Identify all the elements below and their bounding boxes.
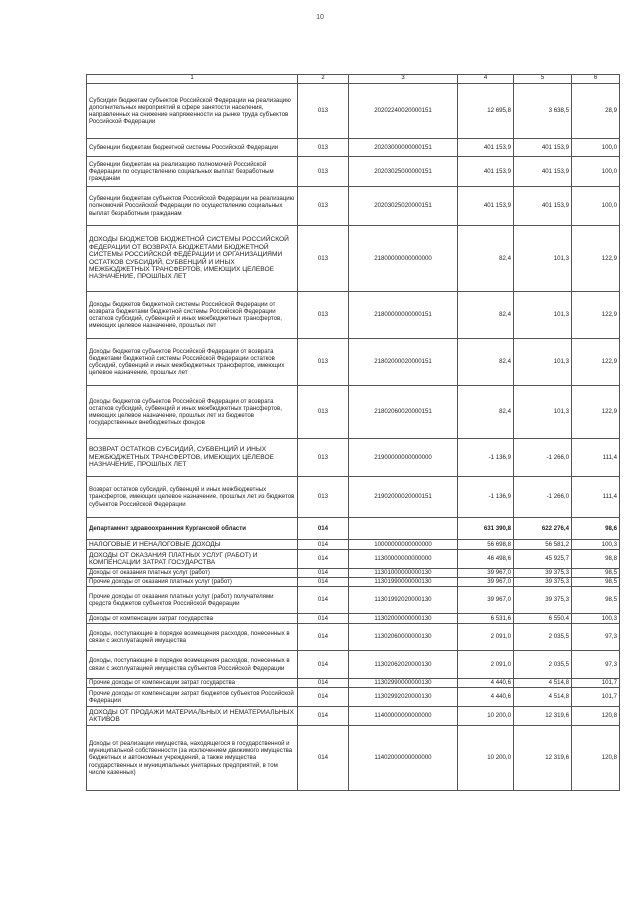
fact-amount-cell: 401 153,9 [514, 157, 572, 187]
budget-code-cell: 11301000000000130 [349, 569, 458, 578]
budget-code-cell: 11300000000000000 [349, 550, 458, 569]
admin-code-cell: 014 [298, 587, 349, 614]
admin-code-cell: 014 [298, 614, 349, 624]
percent-cell: 97,3 [572, 624, 620, 651]
table-row [87, 187, 620, 226]
row-name-cell: Субсидии бюджетам субъектов Российской Федерации на реализацию дополнительных мероприятий в сфере занятости населения, направленных на снижение напряженности на рынке труда субъектов Российской Федерации [87, 84, 298, 139]
percent-cell: 101,7 [572, 679, 620, 688]
percent-cell: 122,9 [572, 226, 620, 292]
fact-amount-cell: 4 514,8 [514, 688, 572, 707]
table-row [87, 518, 620, 540]
admin-code-cell: 013 [298, 292, 349, 339]
plan-amount-cell: 10 200,0 [458, 707, 514, 726]
admin-code-cell: 014 [298, 651, 349, 679]
row-name-cell: Прочие доходы от оказания платных услуг (работ) получателями средств бюджетов субъектов Российской Федерации [87, 587, 298, 614]
fact-amount-cell: 39 375,3 [514, 569, 572, 578]
table-row [87, 624, 620, 651]
admin-code-cell: 014 [298, 518, 349, 540]
admin-code-cell: 013 [298, 187, 349, 226]
plan-amount-cell: 82,4 [458, 226, 514, 292]
table-row [87, 707, 620, 726]
percent-cell: 28,9 [572, 84, 620, 139]
plan-amount-cell: -1 136,9 [458, 439, 514, 477]
plan-amount-cell: 4 440,6 [458, 679, 514, 688]
admin-code-cell: 014 [298, 578, 349, 587]
budget-code-cell: 10000000000000000 [349, 540, 458, 550]
plan-amount-cell: 82,4 [458, 386, 514, 439]
plan-amount-cell: 401 153,9 [458, 187, 514, 226]
fact-amount-cell: 4 514,8 [514, 679, 572, 688]
fact-amount-cell: 39 375,3 [514, 578, 572, 587]
percent-cell: 100,3 [572, 614, 620, 624]
plan-amount-cell: 56 698,8 [458, 540, 514, 550]
budget-code-cell: 11302990000000130 [349, 679, 458, 688]
fact-amount-cell: 3 638,5 [514, 84, 572, 139]
table-row [87, 569, 620, 578]
table-row [87, 679, 620, 688]
plan-amount-cell: 82,4 [458, 292, 514, 339]
fact-amount-cell: 2 035,5 [514, 624, 572, 651]
plan-amount-cell: 12 695,8 [458, 84, 514, 139]
column-header: 4 [458, 75, 514, 84]
budget-code-cell: 21802000020000151 [349, 339, 458, 386]
fact-amount-cell: 45 925,7 [514, 550, 572, 569]
table-row [87, 688, 620, 707]
row-name-cell: Возврат остатков субсидий, субвенций и иных межбюджетных трансфертов, имеющих целевое назначение, прошлых лет из бюджетов субъектов Российской Федерации [87, 477, 298, 518]
row-name-cell: НАЛОГОВЫЕ И НЕНАЛОГОВЫЕ ДОХОДЫ [87, 540, 298, 550]
row-name-cell: Департамент здравоохранения Курганской области [87, 518, 298, 540]
budget-code-cell: 11301990000000130 [349, 578, 458, 587]
table-row [87, 587, 620, 614]
plan-amount-cell: 2 091,0 [458, 651, 514, 679]
row-name-cell: ДОХОДЫ ОТ ПРОДАЖИ МАТЕРИАЛЬНЫХ И НЕМАТЕРИАЛЬНЫХ АКТИВОВ [87, 707, 298, 726]
table-row [87, 84, 620, 139]
table-header-row [87, 75, 620, 84]
admin-code-cell: 014 [298, 688, 349, 707]
plan-amount-cell: 39 967,0 [458, 578, 514, 587]
admin-code-cell: 013 [298, 477, 349, 518]
admin-code-cell: 013 [298, 84, 349, 139]
percent-cell: 122,9 [572, 339, 620, 386]
admin-code-cell: 014 [298, 624, 349, 651]
column-header: 6 [572, 75, 620, 84]
budget-code-cell: 21900000000000000 [349, 439, 458, 477]
admin-code-cell: 014 [298, 726, 349, 791]
row-name-cell: Субвенции бюджетам субъектов Российской Федерации на реализацию полномочий Российской Федерации по осуществлению социальных выплат безработным гражданам [87, 187, 298, 226]
budget-code-cell [349, 518, 458, 540]
plan-amount-cell: -1 136,9 [458, 477, 514, 518]
admin-code-cell: 013 [298, 157, 349, 187]
fact-amount-cell: 622 276,4 [514, 518, 572, 540]
row-name-cell: Доходы от реализации имущества, находящегося в государственной и муниципальной собственности (за исключением движимого имущества бюджетных и автономных учреждений, а также имущества государственных и муниципальных унитарных предприятий, в том числе казенных) [87, 726, 298, 791]
fact-amount-cell: -1 266,0 [514, 477, 572, 518]
fact-amount-cell: 101,3 [514, 386, 572, 439]
fact-amount-cell: 12 319,6 [514, 707, 572, 726]
budget-code-cell: 21802060020000151 [349, 386, 458, 439]
row-name-cell: ДОХОДЫ БЮДЖЕТОВ БЮДЖЕТНОЙ СИСТЕМЫ РОССИЙСКОЙ ФЕДЕРАЦИИ ОТ ВОЗВРАТА БЮДЖЕТАМИ БЮДЖЕТНОЙ СИСТЕМЫ РОССИЙСКОЙ ФЕДЕРАЦИИ И ОРГАНИЗАЦИЯМИ ОСТАТКОВ СУБСИДИЙ, СУБВЕНЦИЙ И ИНЫХ МЕЖБЮДЖЕТНЫХ ТРАНСФЕРТОВ, ИМЕЮЩИХ ЦЕЛЕВОЕ НАЗНАЧЕНИЕ, ПРОШЛЫХ ЛЕТ [87, 226, 298, 292]
table-row [87, 386, 620, 439]
percent-cell: 98,8 [572, 550, 620, 569]
row-name-cell: Доходы от компенсации затрат государства [87, 614, 298, 624]
budget-code-cell: 11301992020000130 [349, 587, 458, 614]
plan-amount-cell: 401 153,9 [458, 157, 514, 187]
budget-code-cell: 11302000000000130 [349, 614, 458, 624]
fact-amount-cell: 56 581,2 [514, 540, 572, 550]
budget-code-cell: 20203025000000151 [349, 157, 458, 187]
plan-amount-cell: 2 091,0 [458, 624, 514, 651]
admin-code-cell: 013 [298, 339, 349, 386]
row-name-cell: Субвенции бюджетам на реализацию полномочий Российской Федерации по осуществлению социальных выплат безработным гражданам [87, 157, 298, 187]
plan-amount-cell: 82,4 [458, 339, 514, 386]
row-name-cell: Прочие доходы от компенсации затрат государства [87, 679, 298, 688]
percent-cell: 101,7 [572, 688, 620, 707]
table-row [87, 726, 620, 791]
row-name-cell: Доходы, поступающие в порядке возмещения расходов, понесенных в связи с эксплуатацией имущества субъектов Российской Федерации [87, 651, 298, 679]
budget-code-cell: 11302060000000130 [349, 624, 458, 651]
table-row [87, 651, 620, 679]
admin-code-cell: 014 [298, 569, 349, 578]
percent-cell: 111,4 [572, 439, 620, 477]
row-name-cell: ДОХОДЫ ОТ ОКАЗАНИЯ ПЛАТНЫХ УСЛУГ (РАБОТ) И КОМПЕНСАЦИИ ЗАТРАТ ГОСУДАРСТВА [87, 550, 298, 569]
table-row [87, 614, 620, 624]
column-header: 1 [87, 75, 298, 84]
admin-code-cell: 014 [298, 540, 349, 550]
percent-cell: 98,5 [572, 578, 620, 587]
table-row [87, 578, 620, 587]
budget-code-cell: 21800000000000151 [349, 292, 458, 339]
admin-code-cell: 014 [298, 679, 349, 688]
percent-cell: 98,6 [572, 518, 620, 540]
percent-cell: 100,0 [572, 139, 620, 157]
table-row [87, 477, 620, 518]
table-row [87, 139, 620, 157]
column-header: 5 [514, 75, 572, 84]
admin-code-cell: 013 [298, 226, 349, 292]
table-row [87, 157, 620, 187]
percent-cell: 122,9 [572, 386, 620, 439]
plan-amount-cell: 6 531,6 [458, 614, 514, 624]
admin-code-cell: 014 [298, 707, 349, 726]
percent-cell: 97,3 [572, 651, 620, 679]
percent-cell: 120,8 [572, 707, 620, 726]
budget-code-cell: 11302992020000130 [349, 688, 458, 707]
row-name-cell: ВОЗВРАТ ОСТАТКОВ СУБСИДИЙ, СУБВЕНЦИЙ И ИНЫХ МЕЖБЮДЖЕТНЫХ ТРАНСФЕРТОВ, ИМЕЮЩИХ ЦЕЛЕВОЕ НАЗНАЧЕНИЕ, ПРОШЛЫХ ЛЕТ [87, 439, 298, 477]
row-name-cell: Прочие доходы от компенсации затрат бюджетов субъектов Российской Федерации [87, 688, 298, 707]
admin-code-cell: 014 [298, 550, 349, 569]
percent-cell: 100,3 [572, 540, 620, 550]
table-body [87, 75, 620, 791]
table-row [87, 339, 620, 386]
fact-amount-cell: -1 266,0 [514, 439, 572, 477]
admin-code-cell: 013 [298, 386, 349, 439]
budget-code-cell: 20203025020000151 [349, 187, 458, 226]
fact-amount-cell: 2 035,5 [514, 651, 572, 679]
percent-cell: 98,5 [572, 587, 620, 614]
plan-amount-cell: 46 498,6 [458, 550, 514, 569]
plan-amount-cell: 401 153,9 [458, 139, 514, 157]
fact-amount-cell: 401 153,9 [514, 187, 572, 226]
budget-code-cell: 21902000020000151 [349, 477, 458, 518]
row-name-cell: Доходы бюджетов субъектов Российской Федерации от возврата бюджетами бюджетной системы Российской Федерации остатков субсидий, субвенций и иных межбюджетных трансфертов, имеющих целевое назначение, прошлых лет [87, 339, 298, 386]
percent-cell: 111,4 [572, 477, 620, 518]
fact-amount-cell: 12 319,6 [514, 726, 572, 791]
table-row [87, 439, 620, 477]
table-row [87, 550, 620, 569]
fact-amount-cell: 101,3 [514, 292, 572, 339]
table-row [87, 226, 620, 292]
plan-amount-cell: 631 390,8 [458, 518, 514, 540]
percent-cell: 100,0 [572, 157, 620, 187]
fact-amount-cell: 6 550,4 [514, 614, 572, 624]
table-row [87, 540, 620, 550]
plan-amount-cell: 39 967,0 [458, 569, 514, 578]
row-name-cell: Прочие доходы от оказания платных услуг (работ) [87, 578, 298, 587]
row-name-cell: Доходы от оказания платных услуг (работ) [87, 569, 298, 578]
budget-code-cell: 20203000000000151 [349, 139, 458, 157]
row-name-cell: Доходы бюджетов бюджетной системы Российской Федерации от возврата бюджетами бюджетной системы Российской Федерации остатков субсидий, субвенций и иных межбюджетных трансфертов, имеющих целевое назначение, прошлых лет [87, 292, 298, 339]
percent-cell: 98,5 [572, 569, 620, 578]
column-header: 2 [298, 75, 349, 84]
fact-amount-cell: 401 153,9 [514, 139, 572, 157]
column-header: 3 [349, 75, 458, 84]
row-name-cell: Доходы, поступающие в порядке возмещения расходов, понесенных в связи с эксплуатацией имущества [87, 624, 298, 651]
plan-amount-cell: 10 200,0 [458, 726, 514, 791]
page-number: 10 [316, 14, 324, 21]
percent-cell: 122,9 [572, 292, 620, 339]
percent-cell: 120,8 [572, 726, 620, 791]
budget-code-cell: 11402000000000000 [349, 726, 458, 791]
plan-amount-cell: 4 440,6 [458, 688, 514, 707]
percent-cell: 100,0 [572, 187, 620, 226]
fact-amount-cell: 39 375,3 [514, 587, 572, 614]
admin-code-cell: 013 [298, 439, 349, 477]
table-row [87, 292, 620, 339]
revenue-table [86, 74, 620, 791]
plan-amount-cell: 39 967,0 [458, 587, 514, 614]
admin-code-cell: 013 [298, 139, 349, 157]
budget-code-cell: 11400000000000000 [349, 707, 458, 726]
row-name-cell: Доходы бюджетов субъектов Российской Федерации от возврата остатков субсидий, субвенций и иных межбюджетных трансфертов, имеющих целевое назначение, прошлых лет из бюджетов государственных внебюджетных фондов [87, 386, 298, 439]
budget-code-cell: 20202240020000151 [349, 84, 458, 139]
fact-amount-cell: 101,3 [514, 339, 572, 386]
row-name-cell: Субвенции бюджетам бюджетной системы Российской Федерации [87, 139, 298, 157]
budget-code-cell: 21800000000000000 [349, 226, 458, 292]
fact-amount-cell: 101,3 [514, 226, 572, 292]
budget-code-cell: 11302062020000130 [349, 651, 458, 679]
